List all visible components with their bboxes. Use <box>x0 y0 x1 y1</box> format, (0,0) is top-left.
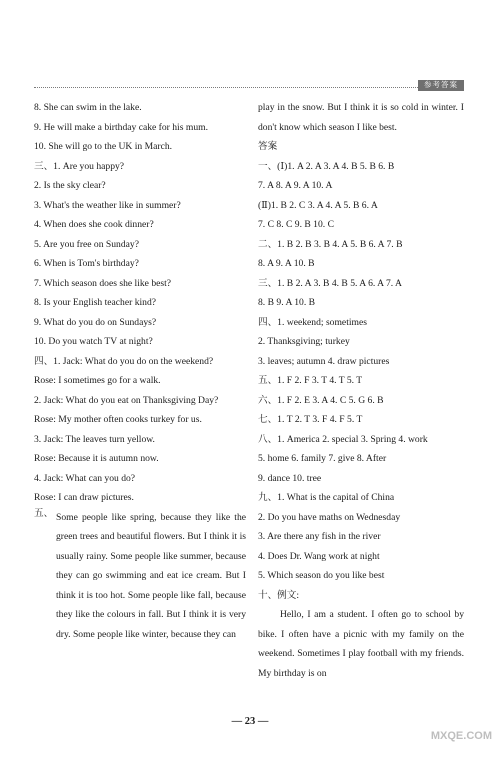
text-line: 三、1. B 2. A 3. B 4. B 5. A 6. A 7. A <box>258 277 402 289</box>
text-line: 五、1. F 2. F 3. T 4. T 5. T <box>258 375 363 386</box>
text-line: 8. B 9. A 10. B <box>258 297 316 308</box>
text-line: 三、1. Are you happy? <box>34 160 125 172</box>
text-line: 二、1. B 2. B 3. B 4. A 5. B 6. A 7. B <box>258 238 403 250</box>
text-line: Rose: I can draw pictures. <box>34 492 134 503</box>
text-line: 10. Do you watch TV at night? <box>34 336 153 347</box>
essay-text-right: Hello, I am a student. I often go to school by bike. I often have a picnic with my family on the weekend. Sometimes I play football with my friends. My birthday is on <box>258 609 464 679</box>
text-line: 5. Are you free on Sunday? <box>34 238 139 250</box>
text-line: 九、1. What is the capital of China <box>258 492 395 503</box>
text-line: 3. What's the weather like in summer? <box>34 199 181 211</box>
left-column <box>34 98 246 644</box>
text-line: 7. Which season does she like best? <box>34 277 172 289</box>
text-line: 7. C 8. C 9. B 10. C <box>258 219 334 230</box>
text-line: Rose: My mother often cooks turkey for us. <box>34 414 202 425</box>
left-lines <box>34 98 246 508</box>
text-line: 8. She can swim in the lake. <box>34 102 142 113</box>
text-line: 六、1. F 2. E 3. A 4. C 5. G 6. B <box>258 394 384 406</box>
text-line: 8. Is your English teacher kind? <box>34 297 157 308</box>
text-line: 5. home 6. family 7. give 8. After <box>258 453 387 464</box>
text-line: 3. Jack: The leaves turn yellow. <box>34 433 155 445</box>
text-line: 一、(Ⅰ)1. A 2. A 3. A 4. B 5. B 6. B <box>258 160 395 172</box>
header-rule <box>34 87 464 88</box>
text-line: 4. Jack: What can you do? <box>34 472 136 484</box>
text-line: 9. He will make a birthday cake for his mum. <box>34 121 208 133</box>
text-line: 答案 <box>258 141 278 152</box>
text-line: 8. A 9. A 10. B <box>258 258 315 269</box>
text-line: Rose: Because it is autumn now. <box>34 453 159 464</box>
header-tag: 参考答案 <box>418 80 464 91</box>
watermark-logo: MXQE.COM <box>430 730 492 742</box>
text-line: 2. Jack: What do you eat on Thanksgiving Day? <box>34 394 219 406</box>
essay-label: 五、 <box>34 507 54 519</box>
right-lines <box>258 98 464 605</box>
essay-block-left <box>34 508 246 645</box>
text-line: 9. dance 10. tree <box>258 472 322 484</box>
text-line: 七、1. T 2. T 3. F 4. F 5. T <box>258 414 363 425</box>
text-line: 7. A 8. A 9. A 10. A <box>258 180 333 191</box>
text-line: 2. Thanksgiving; turkey <box>258 336 350 347</box>
text-line: 4. Does Dr. Wang work at night <box>258 550 380 562</box>
text-line: 3. Are there any fish in the river <box>258 531 381 542</box>
page-number: — 23 — <box>231 716 269 727</box>
text-line: 6. When is Tom's birthday? <box>34 258 139 269</box>
text-line: 9. What do you do on Sundays? <box>34 316 157 328</box>
text-line: 4. When does she cook dinner? <box>34 219 154 230</box>
text-line: 10. She will go to the UK in March. <box>34 141 173 152</box>
text-line: 十、例文: <box>258 589 300 601</box>
text-line: play in the snow. But I think it is so cold in winter. I don't know which season I like best. <box>258 102 464 133</box>
text-line: 5. Which season do you like best <box>258 570 385 581</box>
text-line: 3. leaves; autumn 4. draw pictures <box>258 355 390 367</box>
text-line: (Ⅱ)1. B 2. C 3. A 4. A 5. B 6. A <box>258 199 378 211</box>
text-line: 四、1. weekend; sometimes <box>258 316 367 328</box>
text-line: 2. Do you have maths on Wednesday <box>258 511 401 523</box>
text-line: 四、1. Jack: What do you do on the weekend? <box>34 355 214 367</box>
text-line: 2. Is the sky clear? <box>34 180 106 191</box>
text-line: 八、1. America 2. special 3. Spring 4. work <box>258 433 428 445</box>
text-line: Rose: I sometimes go for a walk. <box>34 375 161 386</box>
right-column <box>258 98 464 683</box>
essay-text-left: Some people like spring, because they like the green trees and beautiful flowers. But I think it is usually rainy. Some people like summer, because they can go swimming and eat ice cream. But I think it is too hot. Some people like fall, because they like the colours in fall. But I think it is very dry. Some people like winter, because they can <box>56 511 246 640</box>
